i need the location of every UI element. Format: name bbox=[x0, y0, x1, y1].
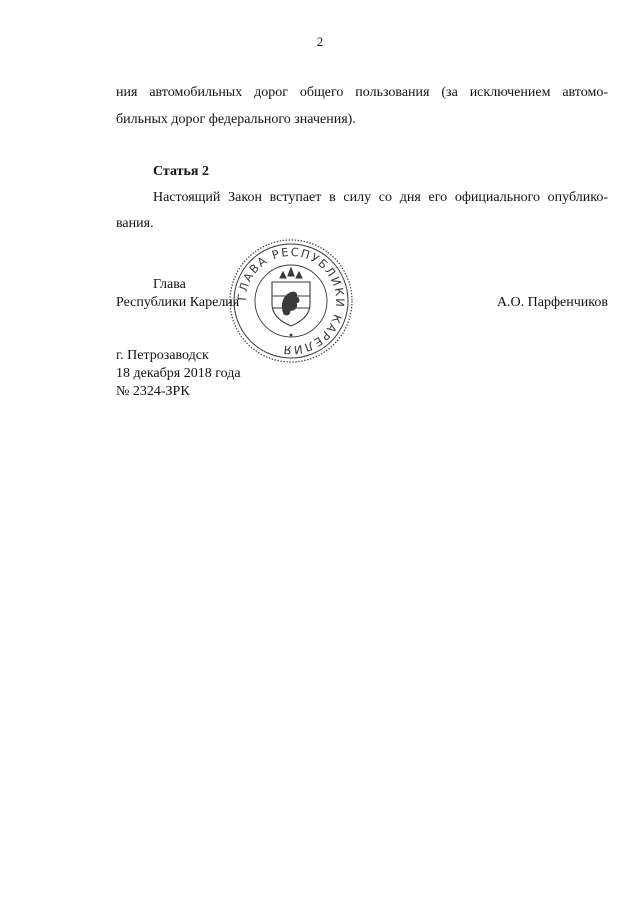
paragraph-continuation-line-1: ния автомобильных дорог общего пользования (за исключением автомо- bbox=[116, 85, 608, 100]
seal-ring-text: ГЛАВА РЕСПУБЛИКИ КАРЕЛИЯ bbox=[234, 244, 348, 358]
signatory-title-line-1: Глава bbox=[153, 277, 186, 292]
signatory-name: А.О. Парфенчиков bbox=[496, 295, 608, 310]
paragraph-continuation-line-2: бильных дорог федерального значения). bbox=[116, 112, 356, 127]
law-number: № 2324-ЗРК bbox=[116, 384, 190, 399]
seal-center-dot bbox=[290, 334, 293, 337]
official-seal bbox=[228, 238, 354, 364]
city-name: г. Петрозаводск bbox=[116, 348, 209, 363]
article-text-line-2: вания. bbox=[116, 216, 154, 231]
law-date: 18 декабря 2018 года bbox=[116, 366, 241, 381]
article-heading: Статья 2 bbox=[153, 164, 209, 179]
signatory-title-line-2: Республики Карелия bbox=[116, 295, 240, 310]
page-number: 2 bbox=[316, 34, 324, 49]
article-text-line-1: Настоящий Закон вступает в силу со дня его официального опублико- bbox=[153, 190, 608, 205]
coat-of-arms-icon bbox=[272, 268, 310, 326]
